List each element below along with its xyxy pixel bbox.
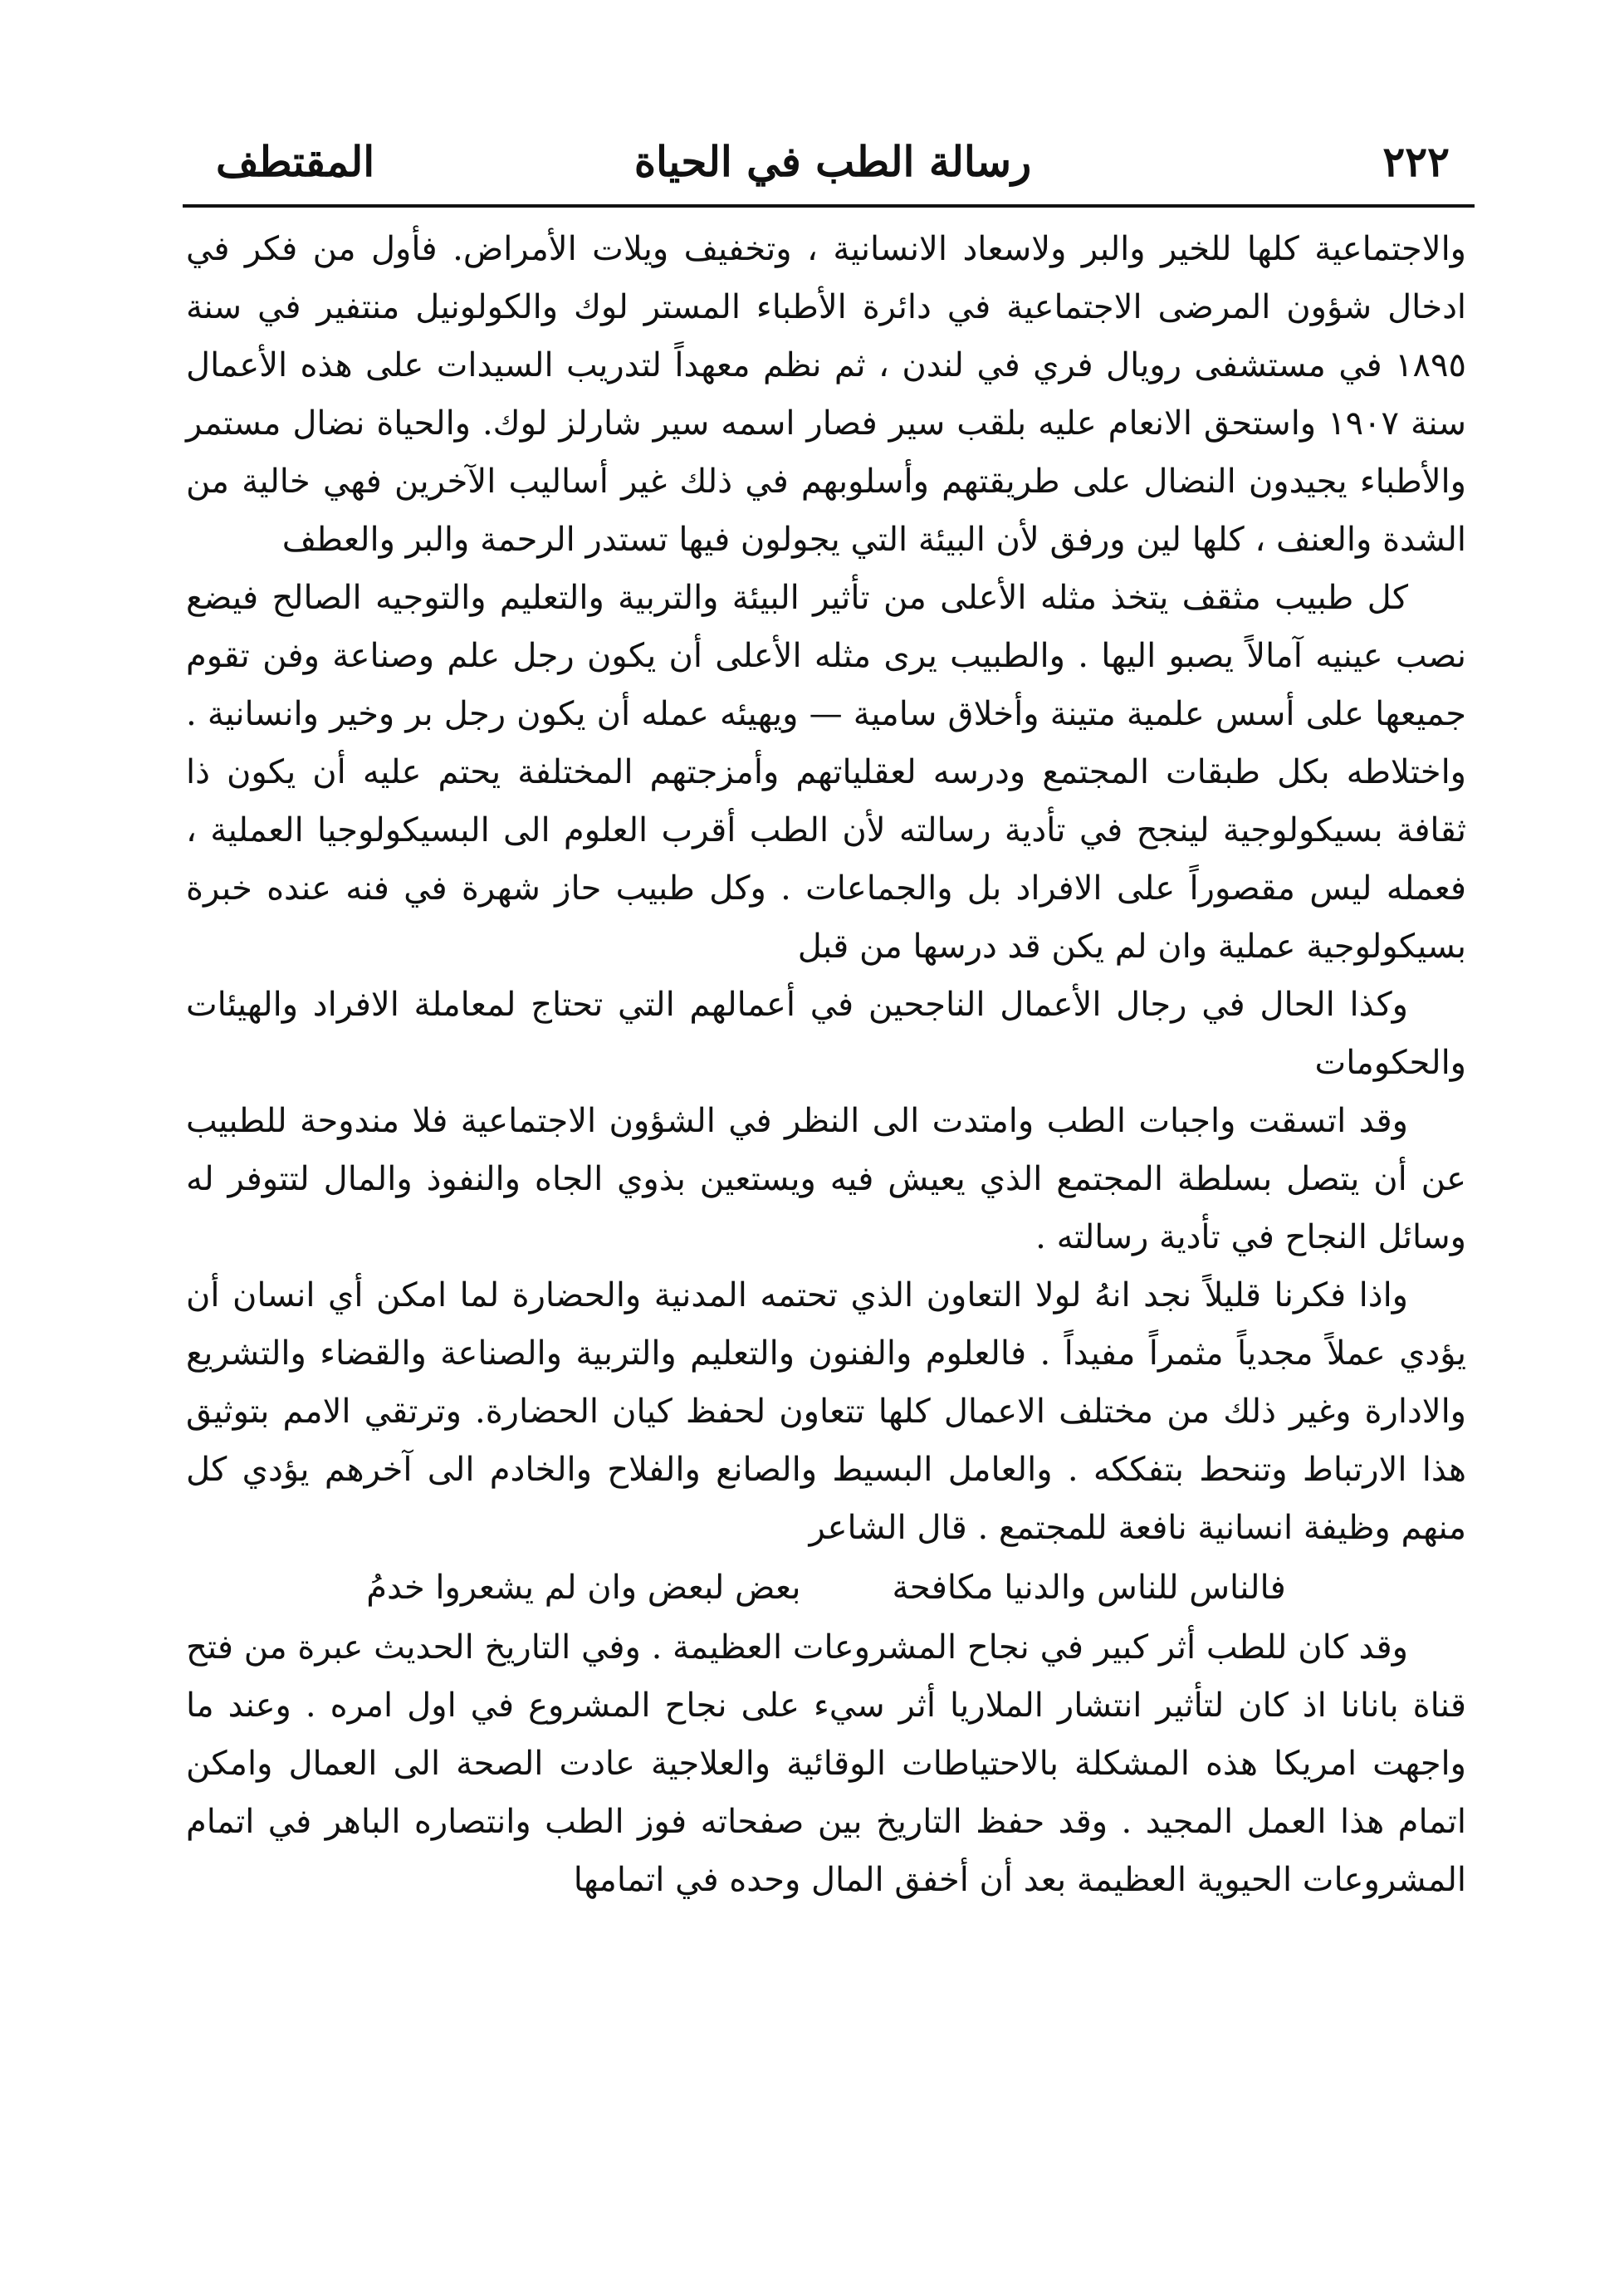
- page-number: ٢٢٢: [1382, 137, 1450, 186]
- paragraph-5: واذا فكرنا قليلاً نجد انهُ لولا التعاون الذي تحتمه المدنية والحضارة لما امكن أي انسان أن يؤدي عملاً مجدياً مثمراً مفيداً . فالعلوم والفنون والتعليم والتربية والصناعة والقضاء والتشريع والادارة وغير ذلك من مختلف الاعمال كلها تتعاون لحفظ كيان الحضارة. وترتقي الامم بتوثيق هذا الارتباط وتنحط بتفككه . والعامل البسيط والصانع والفلاح والخادم الى آخرهم يؤدي كل منهم وظيفة انسانية نافعة للمجتمع . قال الشاعر: [186, 1276, 1466, 1547]
- header-rule: [183, 204, 1475, 208]
- paragraph-3: وكذا الحال في رجال الأعمال الناجحين في أعمالهم التي تحتاج لمعاملة الافراد والهيئات والحكومات: [186, 986, 1466, 1082]
- paragraph-1: والاجتماعية كلها للخير والبر ولاسعاد الانسانية ، وتخفيف ويلات الأمراض. فأول من فكر في ادخال شؤون المرضى الاجتماعية في دائرة الأطباء المستر لوك والكولونيل منتفير في سنة ١٨٩٥ في مستشفى رويال فري في لندن ، ثم نظم معهداً لتدريب السيدات على هذه الأعمال سنة ١٩٠٧ واستحق الانعام عليه بلقب سير فصار اسمه سير شارلز لوك. والحياة نضال مستمر والأطباء يجيدون النضال على طريقتهم وأسلوبهم في ذلك غير أساليب الآخرين فهي خالية من الشدة والعنف ، كلها لين ورفق لأن البيئة التي يجولون فيها تستدر الرحمة والبر والعطف: [186, 230, 1466, 559]
- paragraph-4: وقد اتسقت واجبات الطب وامتدت الى النظر في الشؤون الاجتماعية فلا مندوحة للطبيب عن أن يتصل بسلطة المجتمع الذي يعيش فيه ويستعين بذوي الجاه والنفوذ والمال لتتوفر له وسائل النجاح في تأدية رسالته .: [186, 1102, 1466, 1256]
- poetry-verse: [186, 1557, 1466, 1618]
- page-header: [216, 133, 1450, 199]
- running-title: رسالة الطب في الحياة: [633, 137, 1032, 186]
- paragraph-closing: وقد كان للطب أثر كبير في نجاح المشروعات العظيمة . وفي التاريخ الحديث عبرة من فتح قناة بانانا اذ كان لتأثير انتشار الملاريا أثر سيء على نجاح المشروع في اول امره . وعند ما واجهت امريكا هذه المشكلة بالاحتياطات الوقائية والعلاجية عادت الصحة الى العمال وامكن اتمام هذا العمل المجيد . وقد حفظ التاريخ بين صفحاته فوز الطب وانتصاره الباهر في اتمام المشروعات الحيوية العظيمة بعد أن أخفق المال وحده في اتمامها: [186, 1628, 1467, 1899]
- verse-second-hemistich: بعض لبعض وان لم يشعروا خدمُ: [366, 1569, 801, 1607]
- journal-name: المقتطف: [216, 137, 375, 186]
- article-body: [186, 220, 1466, 1909]
- paragraph-2: كل طبيب مثقف يتخذ مثله الأعلى من تأثير البيئة والتربية والتعليم والتوجيه الصالح فيضع نصب عينيه آمالاً يصبو اليها . والطبيب يرى مثله الأعلى أن يكون رجل علم وصناعة وفن تقوم جميعها على أسس علمية متينة وأخلاق سامية — ويهيئه عمله أن يكون رجل بر وخير وانسانية . واختلاطه بكل طبقات المجتمع ودرسه لعقلياتهم وأمزجتهم المختلفة يحتم عليه أن يكون ذا ثقافة بسيكولوجية لينجح في تأدية رسالته لأن الطب أقرب العلوم الى البسيكولوجيا العملية ، فعمله ليس مقصوراً على الافراد بل والجماعات . وكل طبيب حاز شهرة في فنه عنده خبرة بسيكولوجية عملية وان لم يكن قد درسها من قبل: [186, 579, 1466, 966]
- verse-first-hemistich: فالناس للناس والدنيا مكافحة: [892, 1569, 1286, 1607]
